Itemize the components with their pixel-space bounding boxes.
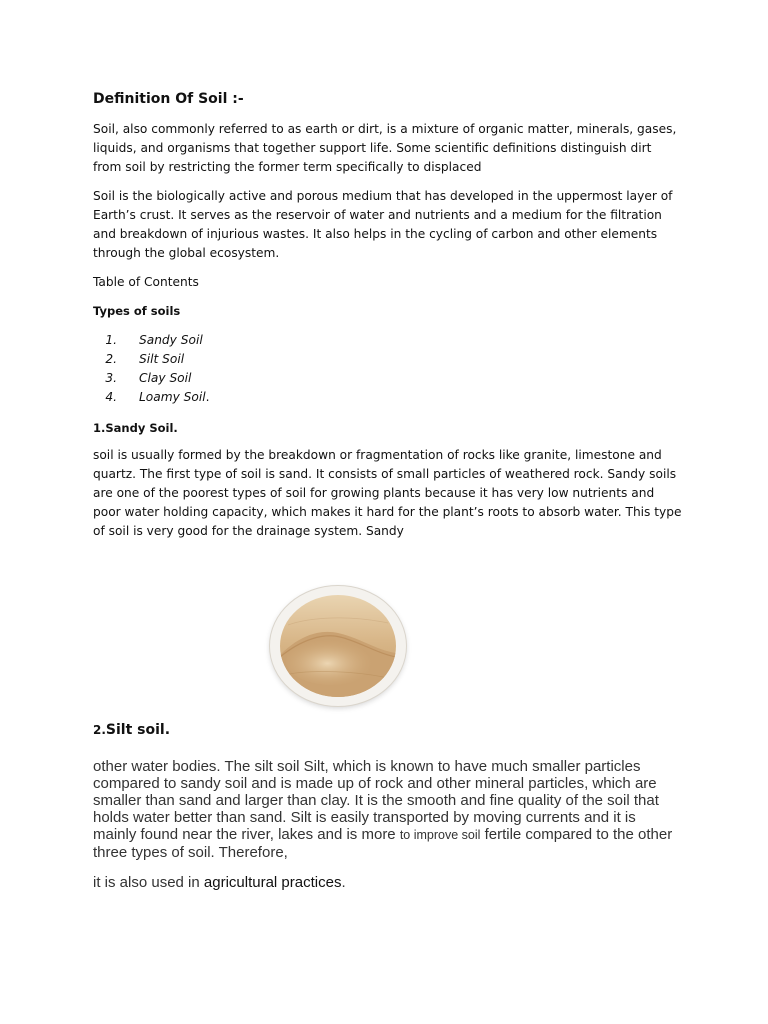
list-item [93, 350, 210, 369]
page-title: Definition Of Soil :- [93, 91, 244, 107]
silt-paragraph-part2: fertile compared to the other three types of soil. Therefore, [93, 826, 673, 861]
silt-paragraph-small-text: to improve soil [399, 828, 481, 842]
types-of-soils-heading: Types of soils [93, 304, 181, 318]
list-item [93, 331, 210, 350]
sandy-soil-paragraph: soil is usually formed by the breakdown or fragmentation of rocks like granite, limestone and quartz. The first type of soil is sand. It consists of small particles of weathered rock. Sandy soils are one of the poorest types of soil for growing plants because it has very low nutrients and poor water holding capacity, which makes it hard for the plant’s roots to absorb water. This type of soil is very good for the drainage system. Sandy [93, 448, 682, 538]
list-number: 4. [105, 390, 117, 404]
soil-types-list [93, 331, 210, 407]
list-item-label: Sandy Soil [139, 333, 203, 347]
sandy-soil-heading: 1.Sandy Soil. [93, 421, 178, 435]
silt-paragraph-part1: other water bodies. The silt soil Silt, which is known to have much smaller particles compared to sandy soil and is made up of rock and other mineral particles, which are smaller than sand and larger than clay. It is the smooth and fine quality of the soil that holds water better than sand. Silt is easily transported by moving currents and it is mainly found near the river, lakes and is more [93, 758, 659, 843]
silt-heading-number: 2. [93, 723, 106, 737]
list-item [93, 369, 210, 388]
list-item-label: Loamy Soil [139, 390, 206, 404]
sand-pile-image [270, 586, 406, 706]
list-number: 1. [105, 333, 117, 347]
list-item-suffix: . [205, 390, 210, 404]
agricultural-practices-text: agricultural practices [203, 874, 342, 891]
list-number: 3. [105, 371, 117, 385]
sand-pile-icon [280, 595, 396, 697]
soil-description-paragraph: Soil is the biologically active and porous medium that has developed in the uppermost layer of Earth’s crust. It serves as the reservoir of water and nutrients and a medium for the filtration and breakdown of injurious wastes. It also helps in the cycling of carbon and other elements through the global ecosystem. [93, 189, 673, 260]
list-item-label: Clay Soil [139, 371, 192, 385]
agricultural-part3: . [341, 874, 346, 891]
list-item [93, 388, 210, 407]
agricultural-part1: it is also used in [93, 874, 204, 891]
definition-paragraph: Soil, also commonly referred to as earth or dirt, is a mixture of organic matter, minerals, gases, liquids, and organisms that together support life. Some scientific definitions distinguish dirt from soil by restricting the former term specifically to displaced [93, 122, 677, 174]
table-of-contents-label: Table of Contents [93, 275, 199, 289]
silt-heading-text: Silt soil. [105, 722, 171, 738]
silt-soil-heading [93, 719, 170, 741]
silt-soil-paragraph [93, 758, 683, 861]
list-item-label: Silt Soil [139, 352, 185, 366]
list-number: 2. [105, 352, 117, 366]
agricultural-paragraph [93, 874, 346, 891]
